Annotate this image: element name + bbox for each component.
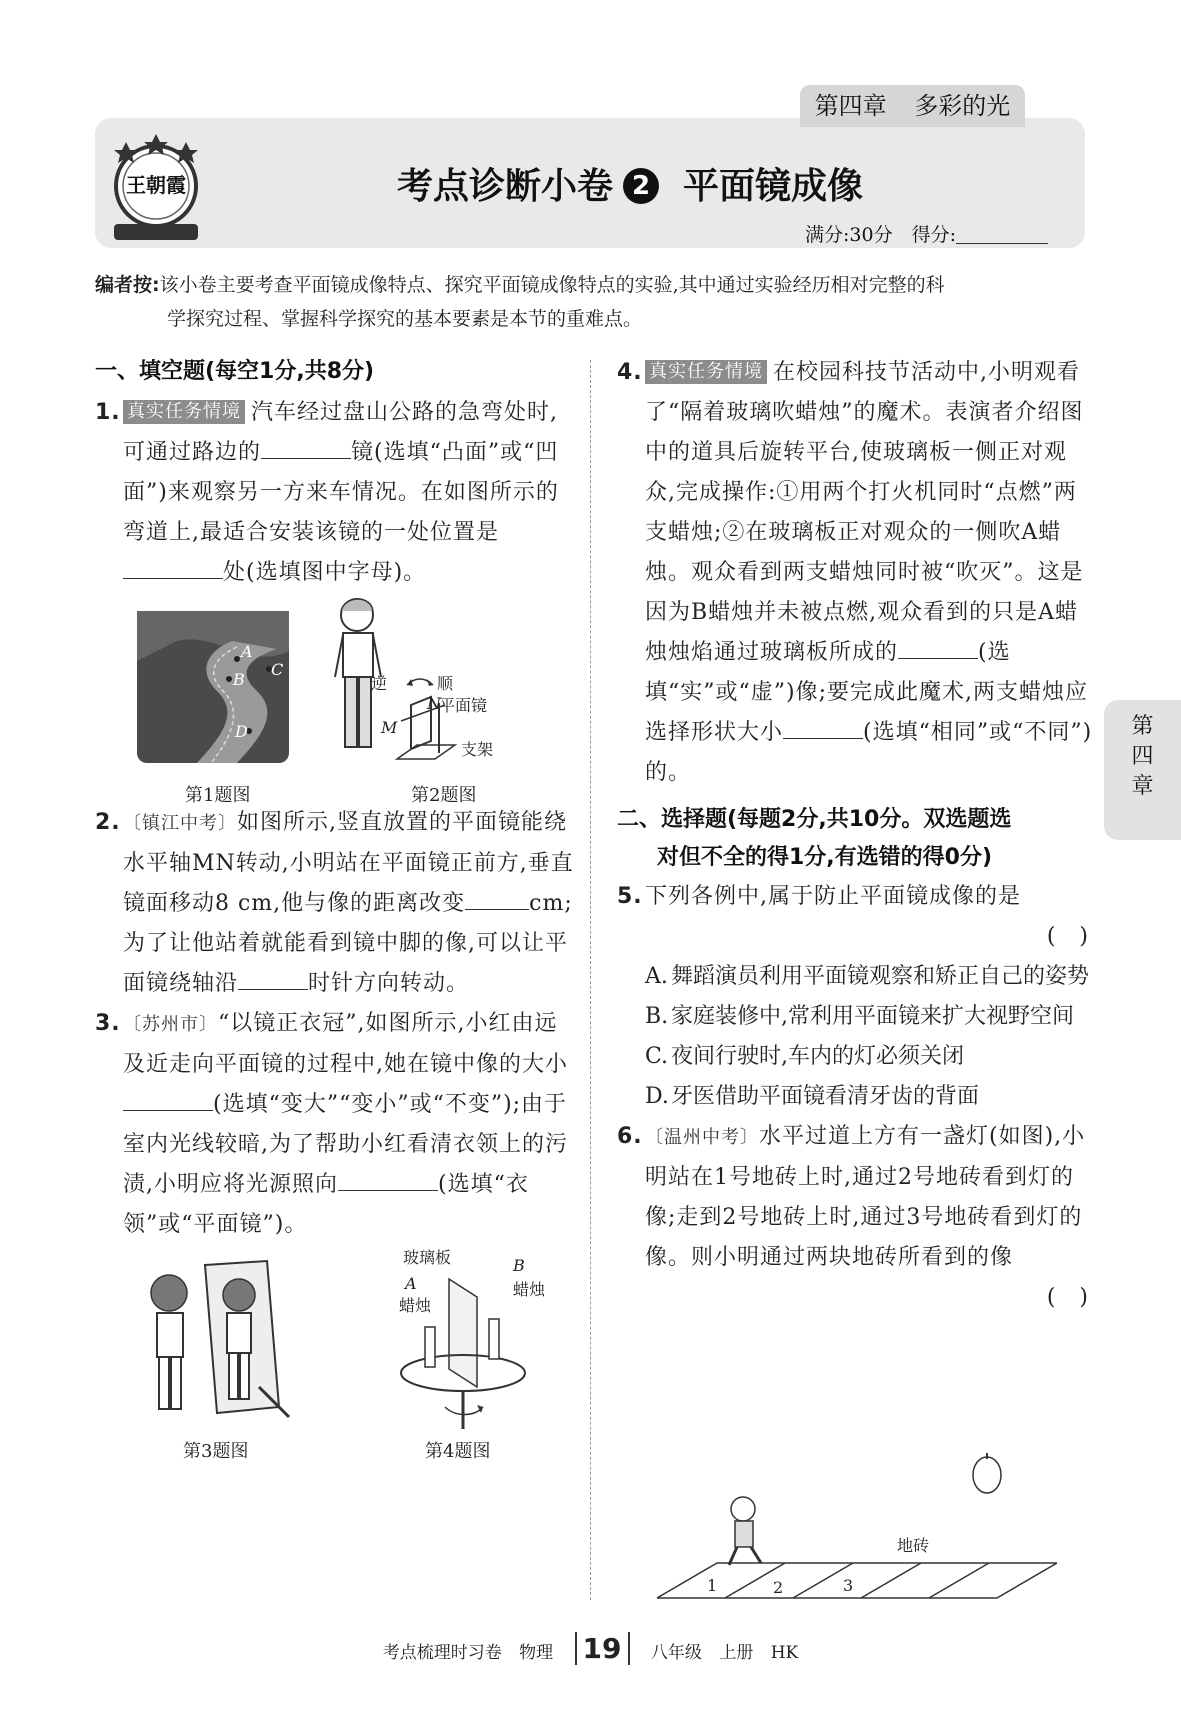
chapter-name: 多彩的光 [914,92,1011,120]
footer-grade: 八年级 [650,1643,702,1663]
option-label: D. [645,1084,669,1109]
question-number: 3. [95,1011,121,1036]
footer-book: 考点梳理时习卷 [382,1643,502,1663]
q3-text-3: (选填“衣领”或“平面镜”)。 [123,1172,529,1237]
task-tag: 真实任务情境 [123,400,245,424]
q5-answer-paren[interactable]: ( ) [1046,924,1089,949]
tile-3-label: 3 [843,1576,854,1595]
option-text: 牙医借助平面镜看清牙齿的背面 [671,1084,980,1109]
left-column [95,353,575,1465]
tile-2-label: 2 [773,1578,784,1597]
page-footer [0,1632,1181,1665]
question-number: 4. [617,360,643,385]
q3-text-1: “以镜正衣冠”,如图所示,小红由远及近走向平面镜的过程中,她在镜中像的大小 [123,1011,568,1077]
answer-blank[interactable] [338,1168,438,1191]
fig2-label-stand: 支架 [461,740,494,759]
answer-blank[interactable] [465,887,529,910]
editor-note-line1: 该小卷主要考查平面镜成像特点、探究平面镜成像特点的实验,其中通过实验经历相对完整的科 [159,274,945,296]
q3-text-2: (选填“变大”“变小”或“不变”);由于室内光线较暗,为了帮助小红看清衣领上的污渍,小明应将光源照向 [123,1092,568,1197]
answer-blank[interactable] [261,436,351,459]
side-tab-char-1: 第 [1131,714,1154,739]
right-column [617,353,1097,1597]
source-label: 〔苏州市〕 [123,1014,218,1035]
section-fill-in-heading: 一、填空题(每空1分,共8分) [95,359,375,384]
option-text: 家庭装修中,常利用平面镜来扩大视野空间 [671,1004,1074,1029]
q5-option-b[interactable] [617,997,1097,1037]
question-1 [95,393,575,593]
score-blank[interactable] [956,225,1048,244]
figure-3-caption: 第3题图 [183,1441,249,1462]
side-tab-char-2: 四 [1131,744,1154,769]
figure-3-girl-mirror [139,1257,299,1427]
fig4-label-a: A [405,1274,417,1293]
q6-answer-paren[interactable]: ( ) [1046,1285,1089,1310]
figure-4-caption: 第4题图 [425,1441,491,1462]
fig1-label-b: B [233,670,245,689]
q5-stem: 下列各例中,属于防止平面镜成像的是 [645,884,1021,909]
fig1-label-a: A [241,642,253,661]
editor-note [95,268,1085,336]
figure-1-mountain-road [137,611,289,763]
publisher-logo [108,128,204,248]
title-prefix: 考点诊断小卷 [396,166,613,207]
q6-text: 水平过道上方有一盏灯(如图),小明站在1号地砖上时,通过2号地砖看到灯的像;走到2号地砖上时,通过3号地砖看到灯的像。则小明通过两块地砖所看到的像 [645,1124,1086,1270]
figure-1-caption: 第1题图 [185,785,251,806]
q5-option-c[interactable] [617,1037,1097,1077]
side-tab-char-3: 章 [1131,774,1154,799]
footer-subject: 物理 [519,1643,554,1663]
question-number: 2. [95,810,121,835]
q2-text-1: 如图所示,竖直放置的平面镜能绕水平轴MN转动,小明站在平面镜正前方,垂直镜面移动8 cm,他与像的距离改变 [123,810,574,916]
tile-1-label: 1 [707,1576,718,1595]
answer-blank[interactable] [783,716,863,739]
figures-3-4 [95,1245,575,1465]
source-label: 〔温州中考〕 [645,1127,759,1148]
editor-note-label: 编者按: [95,274,160,296]
fig2-label-mirror: 平面镜 [439,696,488,715]
fig2-label-m: M [381,718,398,737]
figure-2-caption: 第2题图 [411,785,477,806]
q2-text-3: 时针方向转动。 [308,971,470,996]
fig4-label-glass: 玻璃板 [403,1248,452,1267]
fig1-label-d: D [235,722,248,741]
option-label: C. [645,1044,669,1069]
section-choice-heading [617,801,1097,877]
fig2-label-shun: 顺 [437,674,454,693]
tiles-label: 地砖 [897,1536,930,1555]
q4-text-1: 在校园科技节活动中,小明观看了“隔着玻璃吹蜡烛”的魔术。表演者介绍图中的道具后旋转平台,使玻璃板一侧正对观众,完成操作:①用两个打火机同时“点燃”两支蜡烛;②在玻璃板正对观众的一侧吹A蜡烛。观众看到两支蜡烛同时被“吹灭”。这是因为B蜡烛并未被点燃,观众看到的只是A蜡烛烛焰通过玻璃板所成的 [645,360,1084,665]
question-6 [617,1117,1097,1318]
answer-blank[interactable] [898,636,978,659]
logo-text: 王朝霞 [126,173,186,197]
figure-6-corridor-tiles [657,1453,1057,1603]
figures-1-2 [95,593,575,806]
fig4-label-candle-a: 蜡烛 [399,1296,432,1315]
section-choice-line2: 对但不全的得1分,有选错的得0分) [657,845,993,870]
footer-edition: HK [770,1643,799,1663]
q4-text-2: (选填“实”或“虚”)像;要完成此魔术,两支蜡烛应选择形状大小 [645,640,1088,745]
question-number: 1. [95,400,121,425]
section-choice-line1: 二、选择题(每题2分,共10分。双选题选 [617,807,1012,832]
title-number: 2 [623,168,659,204]
figure-4-glass-candles [385,1245,545,1435]
fig1-label-c: C [271,660,284,679]
option-text: 夜间行驶时,车内的灯必须关闭 [671,1044,964,1069]
answer-blank[interactable] [123,1088,213,1111]
page-number: 19 [575,1632,630,1665]
answer-blank[interactable] [238,967,308,990]
chapter-side-tab [1104,700,1181,840]
q5-option-d[interactable] [617,1077,1097,1117]
fig4-label-candle-b: 蜡烛 [513,1280,545,1299]
question-number: 6. [617,1124,643,1149]
page-title [300,158,960,209]
q5-option-a[interactable] [617,957,1097,997]
q2-text-2: cm;为了让他站着就能看到镜中脚的像,可以让平面镜绕轴沿 [123,891,573,996]
footer-volume: 上册 [719,1643,754,1663]
chapter-number: 第四章 [814,92,887,120]
question-number: 5. [617,884,643,909]
option-label: B. [645,1004,669,1029]
fig2-label-ni: 逆 [371,674,388,693]
fig2-label-n: N [427,694,441,713]
column-divider [590,360,591,1600]
task-tag: 真实任务情境 [645,360,767,384]
answer-blank[interactable] [123,556,223,579]
source-label: 〔镇江中考〕 [123,813,237,834]
question-5 [617,877,1097,957]
fig4-label-b: B [513,1256,525,1275]
question-4 [617,353,1097,793]
q1-text-1: 汽车经过盘山公路的急弯处时,可通过路边的 [123,400,558,465]
question-3 [95,1004,575,1245]
q1-text-3: 处(选填图中字母)。 [223,560,427,585]
question-2 [95,803,575,1004]
q1-text-2: 镜(选填“凸面”或“凹面”)来观察另一方来车情况。在如图所示的弯道上,最适合安装该镜的一处位置是 [123,440,559,545]
score-label: 满分:30分 得分: [805,224,956,246]
chapter-tab [800,85,1025,127]
q4-text-3: (选填“相同”或“不同”)的。 [645,720,1093,785]
figure-2-boy-mirror [315,593,535,773]
option-text: 舞蹈演员利用平面镜观察和矫正自己的姿势 [671,964,1090,989]
editor-note-line2: 学探究过程、掌握科学探究的基本要素是本节的重难点。 [167,308,643,330]
score-line [805,220,1048,247]
option-label: A. [645,964,668,989]
title-topic: 平面镜成像 [683,166,864,207]
